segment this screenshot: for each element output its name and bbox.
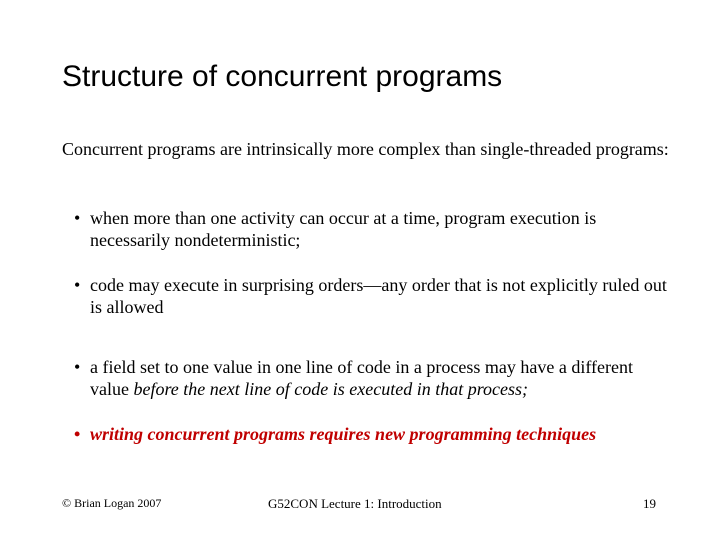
bullet-icon: • (74, 275, 81, 295)
bullet-item-field-values (74, 356, 674, 400)
intro-paragraph: Concurrent programs are intrinsically more complex than single-threaded programs: (62, 139, 669, 159)
slide-title: Structure of concurrent programs (62, 60, 503, 93)
bullet-icon: • (74, 424, 81, 444)
footer-page-number: 19 (643, 496, 656, 511)
bullet-icon: • (74, 357, 81, 377)
bullet-text-plain: a field set to one value in one line of code in a process may have a different value (90, 357, 633, 399)
bullet-icon: • (74, 208, 81, 228)
bullet-item-nondeterminism (74, 207, 674, 251)
bullet-text-highlight: writing concurrent programs requires new programming techniques (90, 424, 597, 444)
bullet-text-emphasis: before the next line of code is executed in that process; (133, 379, 529, 399)
bullet-text (74, 356, 674, 400)
footer-copyright: © Brian Logan 2007 (62, 496, 162, 510)
bullet-text: when more than one activity can occur at a time, program execution is necessarily nondeterministic; (90, 208, 597, 250)
bullet-item-surprising-orders (74, 274, 674, 318)
bullet-item-new-techniques (74, 423, 674, 445)
bullet-text: code may execute in surprising orders—any order that is not explicitly ruled out is allowed (90, 275, 667, 317)
footer-lecture-title: G52CON Lecture 1: Introduction (268, 496, 442, 511)
